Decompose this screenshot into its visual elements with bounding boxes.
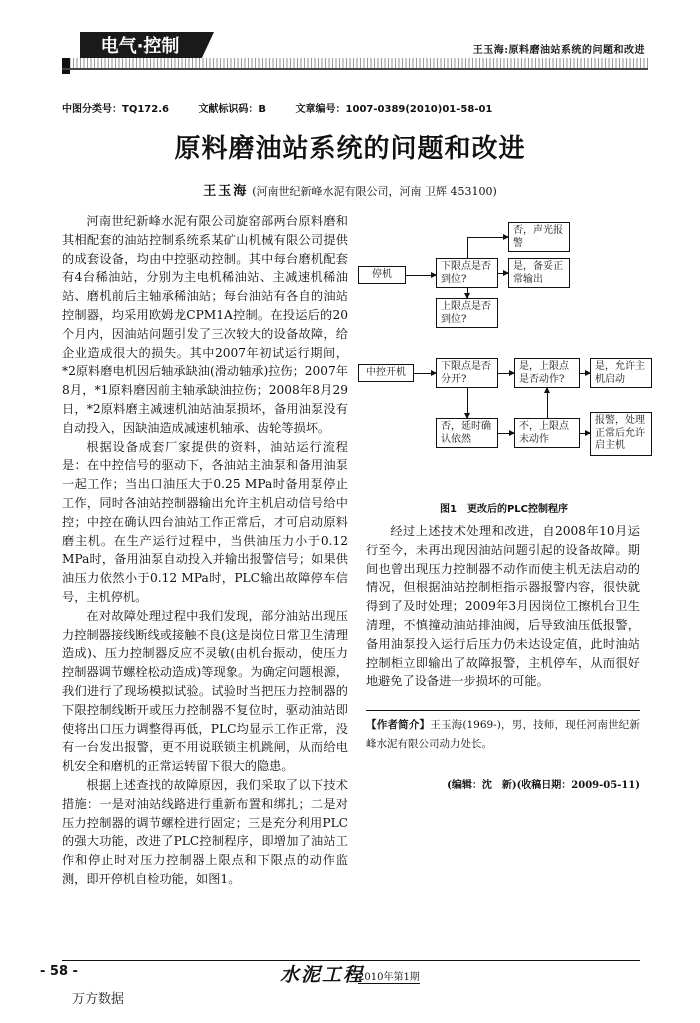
fc-arrow [467, 237, 508, 238]
fc-arrow [467, 388, 468, 418]
body-paragraph: 根据设备成套厂家提供的资料，油站运行流程是：在中控信号的驱动下，各油站主油泵和备用油泵一起工作；当出口油压大于0.25 MPa时备用泵停止工作，同时各油站控制器输出允许主机启动信号给中控；中控在确认四台油站工作正常后，才可启动原料磨主机。在生产运行过程中，当供油压力小于0.12 MPa时，备用油泵自动投入并输出报警信号；如果供油压力依然小于0.12 MPa时，PLC输出故障停车信号，主机停机。 [62, 439, 348, 604]
watermark-text: 万方数据 [72, 992, 125, 1007]
author-bio [366, 716, 640, 754]
fc-arrow [580, 373, 590, 374]
header-decoration [62, 58, 648, 70]
fc-arrow [467, 288, 468, 298]
body-paragraph: 经过上述技术处理和改进，自2008年10月运行至今，未再出现因油站问题引起的设备故障。期间也曾出现压力控制器不动作而使主机无法启动的情况，但根据油站控制柜指示器报警内容，很快就得到了及时处理；2009年3月因岗位工擦机台卫生清理，不慎撞动油站排油阀，后导致油压低报警，备用油泵投入运行后压力仍未达设定值，此时油站控制柜立即输出了故障报警，主机停车，从而很好地避免了设备进一步损坏的可能。 [366, 524, 640, 689]
fc-box-standby: 是，备妥正常输出 [508, 258, 570, 288]
article-title: 原料磨油站系统的问题和改进 [174, 134, 526, 164]
figure-caption: 图1 更改后的PLC控制程序 [440, 504, 568, 515]
body-paragraph: 根据上述查找的故障原因，我们采取了以下技术措施：一是对油站线路进行重新布置和绑扎；二是对压力控制器的调节螺栓进行固定；三是充分利用PLC的强大功能，改进了PLC控制程序，即增加了油站工作和停止时对压力控制器上限点和下限点的动作监测，即开停机自检功能，如图1。 [62, 777, 348, 886]
bio-label: 【作者简介】 [366, 719, 431, 731]
fc-box-lower-reached: 下限点是否到位? [436, 258, 498, 288]
fc-box-delay-confirm: 否，延时确认依然 [436, 418, 498, 448]
fc-arrow [498, 273, 508, 274]
journal-issue: 2010年第1期 [358, 968, 420, 984]
author-line [0, 180, 700, 199]
fc-arrow [498, 373, 514, 374]
document-code: 文献标识码：B [198, 104, 267, 115]
body-paragraph: 在对故障处理过程中我们发现，部分油站出现压力控制器接线断线或接触不良(这是岗位日常卫生清理造成)、压力控制器反应不灵敏(由机台振动，使压力控制器调节螺栓松动造成)等现象。为确定问题根源，我们进行了现场模拟试验。试验时当把压力控制器的下限控制线断开或压力控制器不复位时，驱动油站即使将出口压力调整得再低，PLC均显示工作正常，没有一台发出报警，更不用说联锁主机跳闸，从而给电机安全和磨机的正常运转留下很大的隐患。 [62, 608, 348, 774]
body-right-column [366, 522, 640, 691]
plc-flowchart [356, 222, 656, 492]
bio-divider [366, 710, 640, 711]
bio-text: 王玉海(1969-)，男，技师，现任河南世纪新峰水泥有限公司动力处长。 [366, 719, 641, 750]
fc-box-allow-start: 是，允许主机启动 [590, 358, 652, 388]
editor-note: (编辑：沈 新)(收稿日期：2009-05-11) [447, 780, 640, 791]
fc-arrow [498, 433, 514, 434]
fc-box-lower-open: 下限点是否分开? [436, 358, 498, 388]
fc-box-alarm-block: 报警，处理正常后允许启主机 [590, 412, 652, 456]
body-left-column [62, 212, 348, 889]
author-affiliation: (河南世纪新峰水泥有限公司，河南 卫辉 453100) [252, 185, 497, 198]
author-name: 王玉海 [203, 184, 249, 199]
running-title: 王玉海:原料磨油站系统的问题和改进 [472, 45, 645, 56]
fc-arrow [406, 275, 436, 276]
fc-box-upper-act: 是，上限点是否动作? [514, 358, 580, 388]
body-paragraph: 河南世纪新峰水泥有限公司旋窑部两台原料磨和其相配套的油站控制系统系某矿山机械有限公司提供的成套设备，均由中控驱动控制。其中每台磨机配套有4台稀油站，分别为主电机稀油站、主减速机稀油站、磨机前后主轴承稀油站；每台油站有各自的油站控制器，均采用欧姆龙CPM1A控制。在投运后的20个月内，因油站问题引发了三次较大的设备故障，给企业造成很大的损失。其中2007年初试运行期间，*2原料磨电机因后轴承缺油(滑动轴承)拉伤；2007年8月，*1原料磨因前主轴承缺油拉伤；2008年8月29日，*2原料磨主减速机油站油泵损坏，备用油泵没有自动投入，因缺油造成减速机轴承、齿轮等损坏。 [62, 214, 348, 435]
fc-box-upper-noact: 不，上限点未动作 [514, 418, 580, 448]
article-number: 文章编号：1007-0389(2010)01-58-01 [295, 104, 493, 115]
article-meta [62, 100, 518, 115]
fc-box-stop: 停机 [358, 266, 406, 284]
fc-wire [467, 237, 468, 258]
fc-arrow [547, 388, 548, 418]
fc-box-central-start: 中控开机 [358, 364, 414, 382]
journal-name: 水泥工程 [280, 964, 365, 986]
fc-arrow [414, 373, 436, 374]
section-tab: 电气·控制 [80, 32, 200, 62]
fc-box-alarm: 否，声光报警 [508, 222, 570, 252]
fc-arrow [580, 433, 590, 434]
page-number: - 58 - [40, 964, 78, 979]
clc-number: 中图分类号：TQ172.6 [62, 104, 169, 115]
fc-box-upper-reached: 上限点是否到位? [436, 298, 498, 328]
